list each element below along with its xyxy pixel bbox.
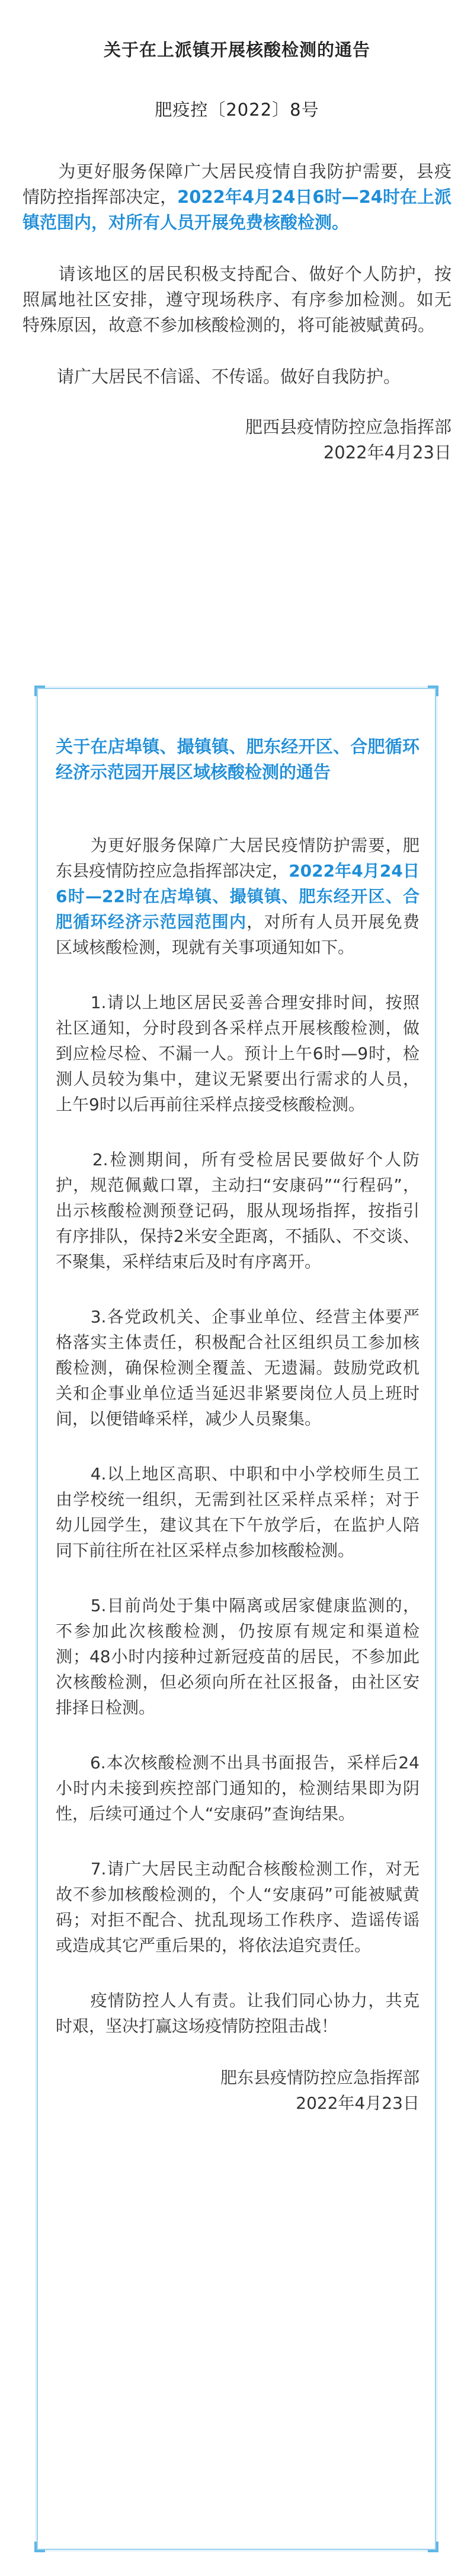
paragraph-text: 为更好服务保障广大居民疫情自我防护需要，县疫情防控指挥部决定， bbox=[23, 161, 451, 207]
notice-title: 关于在店埠镇、撮镇镇、肥东经开区、合肥循环经济示范园开展区域核酸检测的通告 bbox=[56, 737, 419, 782]
notice-title: 关于在上派镇开展核酸检测的通告 bbox=[103, 40, 370, 60]
signature-organization: 肥东县疫情防控应急指挥部 bbox=[220, 2068, 419, 2087]
paragraph-text: 为更好服务保障广大居民疫情防护需要，肥东县疫情防控应急指挥部决定， bbox=[56, 836, 419, 881]
notice-feidong bbox=[56, 734, 419, 2116]
signature-date: 2022年4月23日 bbox=[323, 442, 451, 463]
signature-organization: 肥西县疫情防控应急指挥部 bbox=[245, 417, 451, 437]
notice-item: 2.检测期间，所有受检居民要做好个人防护，规范佩戴口罩，主动扫“安康码”“行程码”，出示核酸检测预登记码，服从现场指挥，按指引有序排队，保持2米安全距离，不插队、不交谈、不聚集，采样结束后及时有序离开。 bbox=[56, 1150, 419, 1271]
notice-item: 7.请广大居民主动配合核酸检测工作，对无故不参加核酸检测的，个人“安康码”可能被赋黄码；对拒不配合、扰乱现场工作秩序、造谣传谣或造成其它严重后果的，将依法追究责任。 bbox=[56, 1859, 419, 1955]
highlighted-text: 2022年4月24日6时—24时在上派镇范围内，对所有人员开展免费核酸检测。 bbox=[23, 187, 451, 232]
notice-paragraph: 请广大居民不信谣、不传谣。做好自我防护。 bbox=[23, 366, 401, 387]
notice-paragraph: 请该地区的居民积极支持配合、做好个人防护，按照属地社区安排，遵守现场秩序、有序参加检测。如无特殊原因，故意不参加核酸检测的，将可能被赋黄码。 bbox=[23, 264, 451, 335]
notice-frame bbox=[37, 688, 436, 2550]
notice-item: 1.请以上地区居民妥善合理安排时间，按照社区通知，分时段到各采样点开展核酸检测，做到应检尽检、不漏一人。预计上午6时—9时，检测人员较为集中，建议无紧要出行需求的人员，上午9时以后再前往采样点接受核酸检测。 bbox=[56, 993, 419, 1114]
document-number: 肥疫控〔2022〕8号 bbox=[155, 100, 319, 120]
highlighted-text: 2022年4月24日6时—22时在店埠镇、撮镇镇、肥东经开区、合肥循环经济示范园范围内 bbox=[56, 861, 419, 932]
paragraph-text: ，对所有人员开展免费区域核酸检测，现就有关事项通知如下。 bbox=[56, 912, 419, 957]
frame-corner-decoration bbox=[428, 2542, 438, 2552]
frame-corner-decoration bbox=[34, 2542, 45, 2552]
notice-item: 4.以上地区高职、中职和中小学校师生员工由学校统一组织，无需到社区采样点采样；对于幼儿园学生，建议其在下午放学后，在监护人陪同下前往所在社区采样点参加核酸检测。 bbox=[56, 1464, 419, 1560]
signature-date: 2022年4月23日 bbox=[296, 2093, 419, 2113]
notice-item: 3.各党政机关、企事业单位、经营主体要严格落实主体责任，积极配合社区组织员工参加核酸检测，确保检测全覆盖、无遗漏。鼓励党政机关和企事业单位适当延迟非紧要岗位人员上班时间，以便错峰采样，减少人员聚集。 bbox=[56, 1307, 419, 1429]
notice-item: 6.本次核酸检测不出具书面报告，采样后24小时内未接到疾控部门通知的，检测结果即为阴性，后续可通过个人“安康码”查询结果。 bbox=[56, 1753, 419, 1823]
frame-corner-decoration bbox=[428, 686, 438, 696]
notice-shangpai bbox=[23, 0, 451, 466]
frame-corner-decoration bbox=[34, 686, 45, 696]
notice-item: 5.目前尚处于集中隔离或居家健康监测的，不参加此次核酸检测，仍按原有规定和渠道检测；48小时内接种过新冠疫苗的居民，不参加此次核酸检测，但必须向所在社区报备，由社区安排择日检测。 bbox=[56, 1596, 419, 1717]
notice-paragraph bbox=[23, 159, 451, 235]
notice-closing: 疫情防控人人有责。让我们同心协力，共克时艰，坚决打赢这场疫情防控阻击战！ bbox=[56, 1991, 419, 2036]
notice-paragraph bbox=[56, 833, 419, 960]
